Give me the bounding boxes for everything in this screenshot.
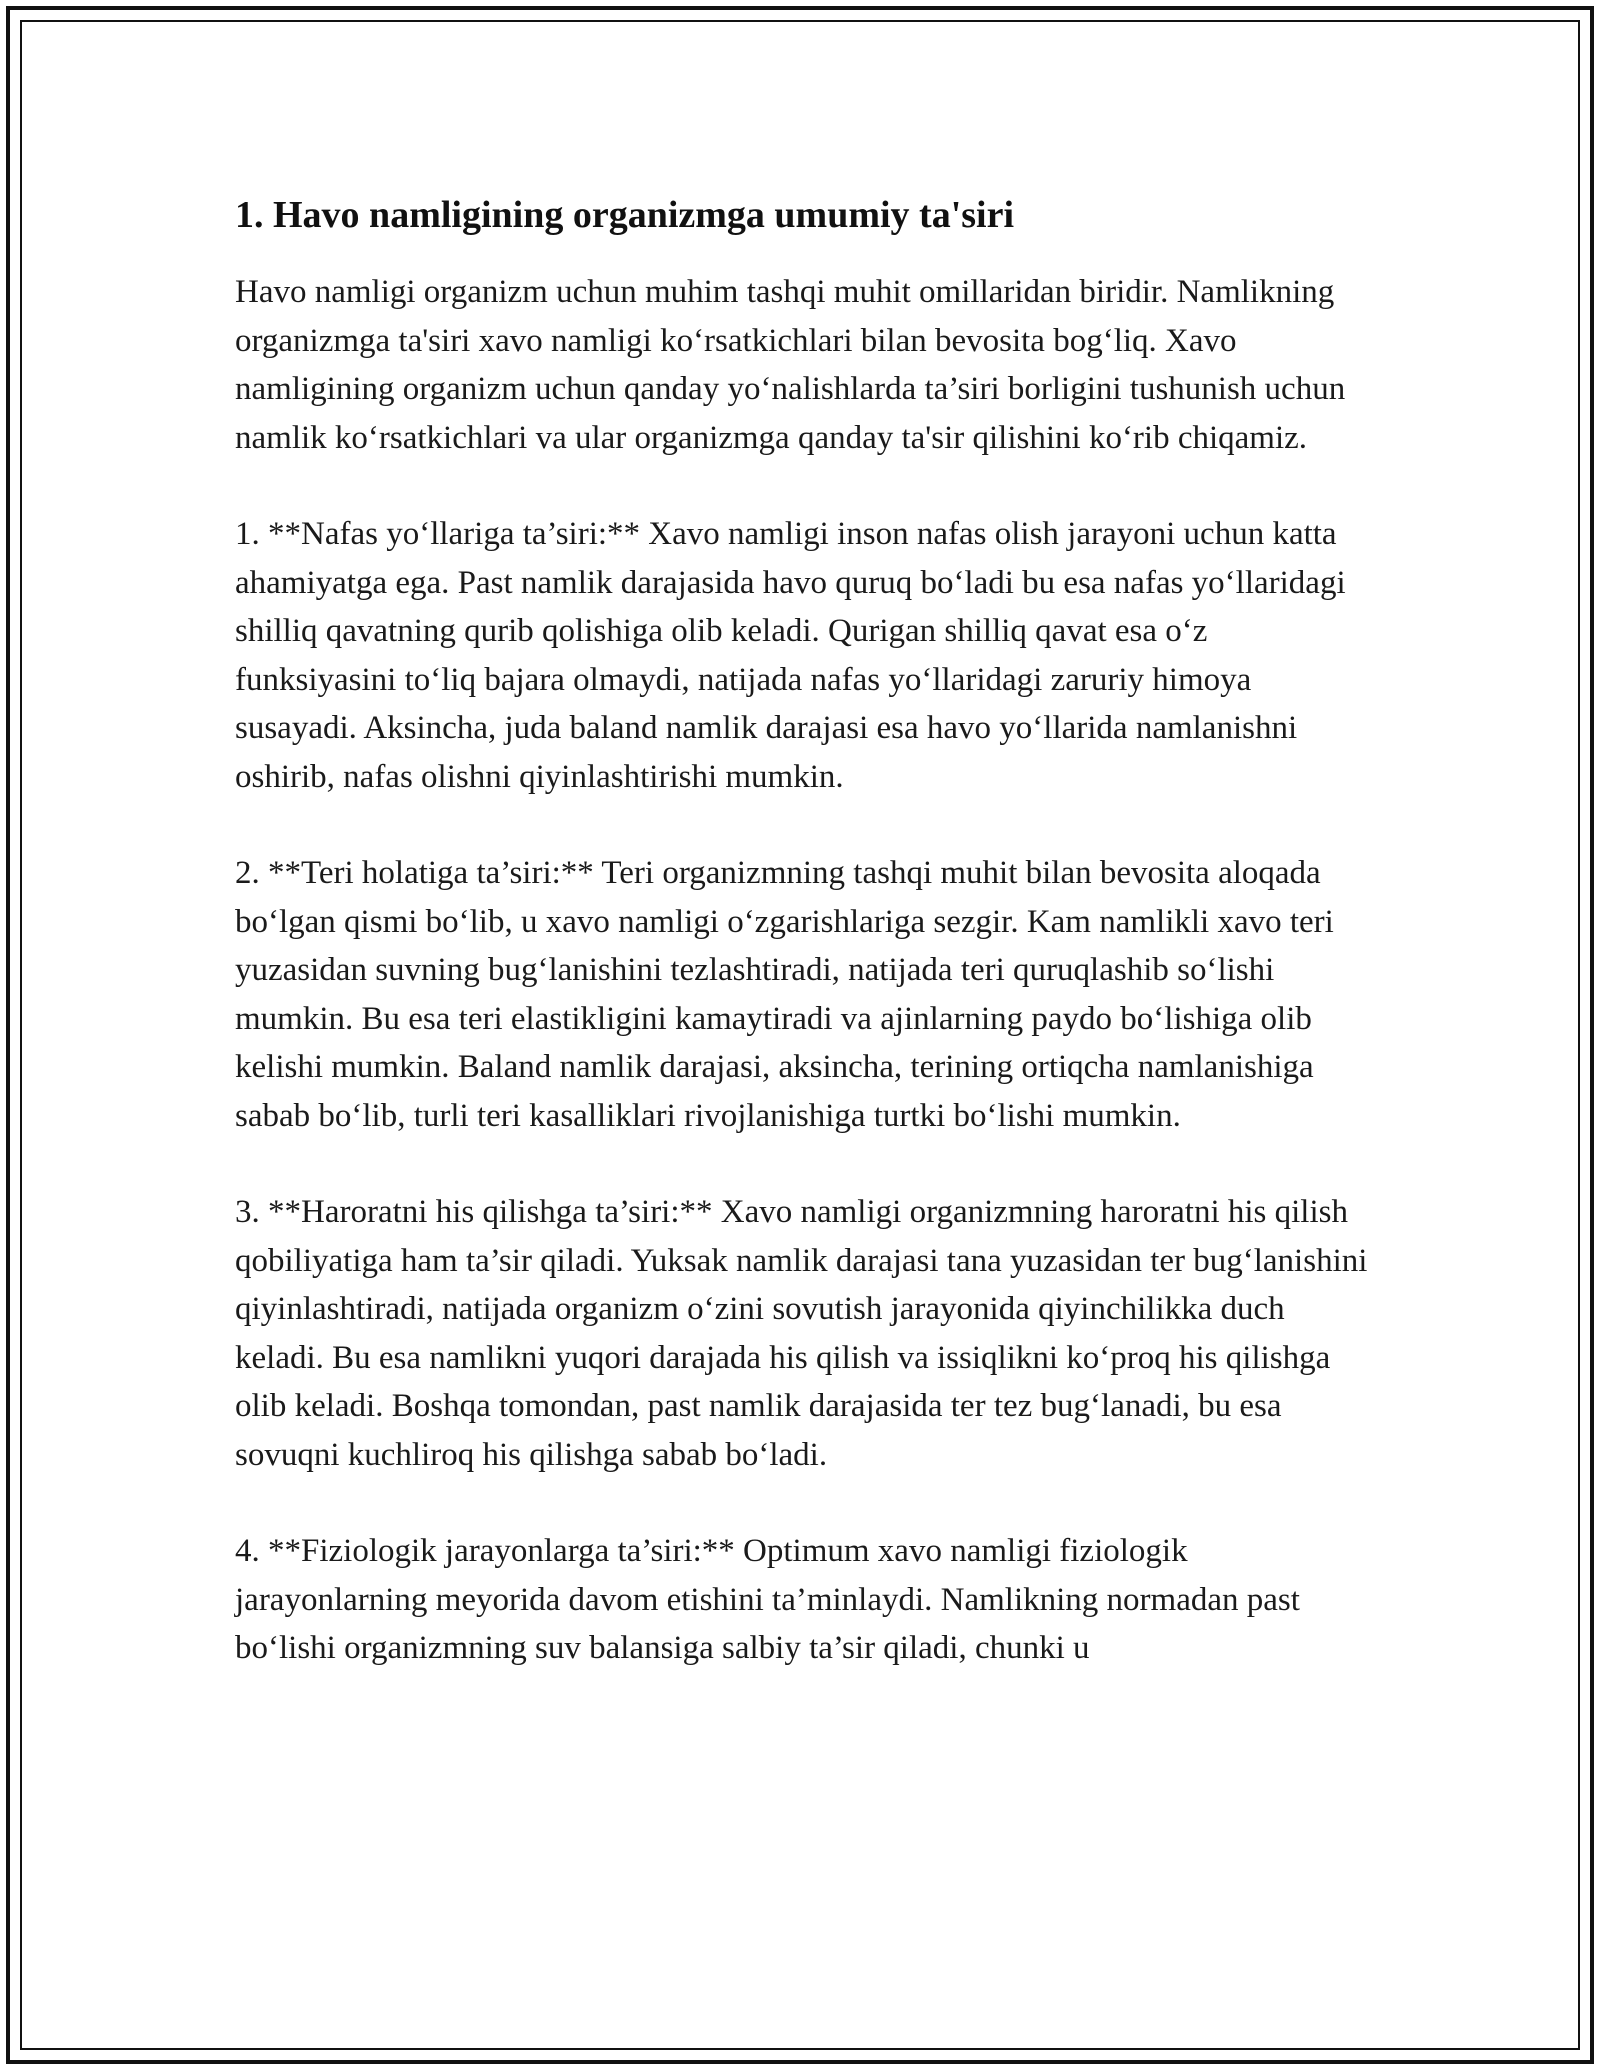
paragraph-skin: 2. **Teri holatiga ta’siri:** Teri organizmning tashqi muhit bilan bevosita aloqada bo‘lgan qismi bo‘lib, u xavo namligi o‘zgarishlariga sezgir. Kam namlikli xavo teri yuzasidan suvning bug‘lanishini tezlashtiradi, natijada teri quruqlashib so‘lishi mumkin. Bu esa teri elastikligini kamaytiradi va ajinlarning paydo bo‘lishiga olib kelishi mumkin. Baland namlik darajasi, aksincha, terining ortiqcha namlanishiga sabab bo‘lib, turli teri kasalliklari rivojlanishiga turtki bo‘lishi mumkin. bbox=[235, 855, 1334, 1134]
paragraph-physiology: 4. **Fiziologik jarayonlarga ta’siri:** Optimum xavo namligi fiziologik jarayonlarning meyorida davom etishini ta’minlaydi. Namlikning normadan past bo‘lishi organizmning suv balansiga salbiy ta’sir qiladi, chunki u bbox=[235, 1533, 1300, 1666]
paragraph-temperature: 3. **Haroratni his qilishga ta’siri:** Xavo namligi organizmning haroratni his qilish qobiliyatiga ham ta’sir qiladi. Yuksak namlik darajasi tana yuzasidan ter bug‘lanishini qiyinlashtiradi, natijada organizm o‘zini sovutish jarayonida qiyinchilikka duch keladi. Bu esa namlikni yuqori darajada his qilish va issiqlikni ko‘proq his qilishga olib keladi. Boshqa tomondan, past namlik darajasida ter tez bug‘lanadi, bu esa sovuqni kuchliroq his qilishga sabab bo‘ladi. bbox=[235, 1194, 1368, 1473]
intro-paragraph: Havo namligi organizm uchun muhim tashqi muhit omillaridan biridir. Namlikning organizmga ta'siri xavo namligi ko‘rsatkichlari bilan bevosita bog‘liq. Xavo namligining organizm uchun qanday yo‘nalishlarda ta’siri borligini tushunish uchun namlik ko‘rsatkichlari va ular organizmga qanday ta'sir qilishini ko‘rib chiqamiz. bbox=[235, 274, 1346, 456]
section-heading: 1. Havo namligining organizmga umumiy ta'siri bbox=[235, 194, 1015, 236]
paragraph-respiratory: 1. **Nafas yo‘llariga ta’siri:** Xavo namligi inson nafas olish jarayoni uchun katta ahamiyatga ega. Past namlik darajasida havo quruq bo‘ladi bu esa nafas yo‘llaridagi shilliq qavatning qurib qolishiga olib keladi. Qurigan shilliq qavat esa o‘z funksiyasini to‘liq bajara olmaydi, natijada nafas yo‘llaridagi zaruriy himoya susayadi. Aksincha, juda baland namlik darajasi esa havo yo‘llarida namlanishni oshirib, nafas olishni qiyinlashtirishi mumkin. bbox=[235, 516, 1346, 795]
document-body bbox=[235, 186, 1375, 1721]
